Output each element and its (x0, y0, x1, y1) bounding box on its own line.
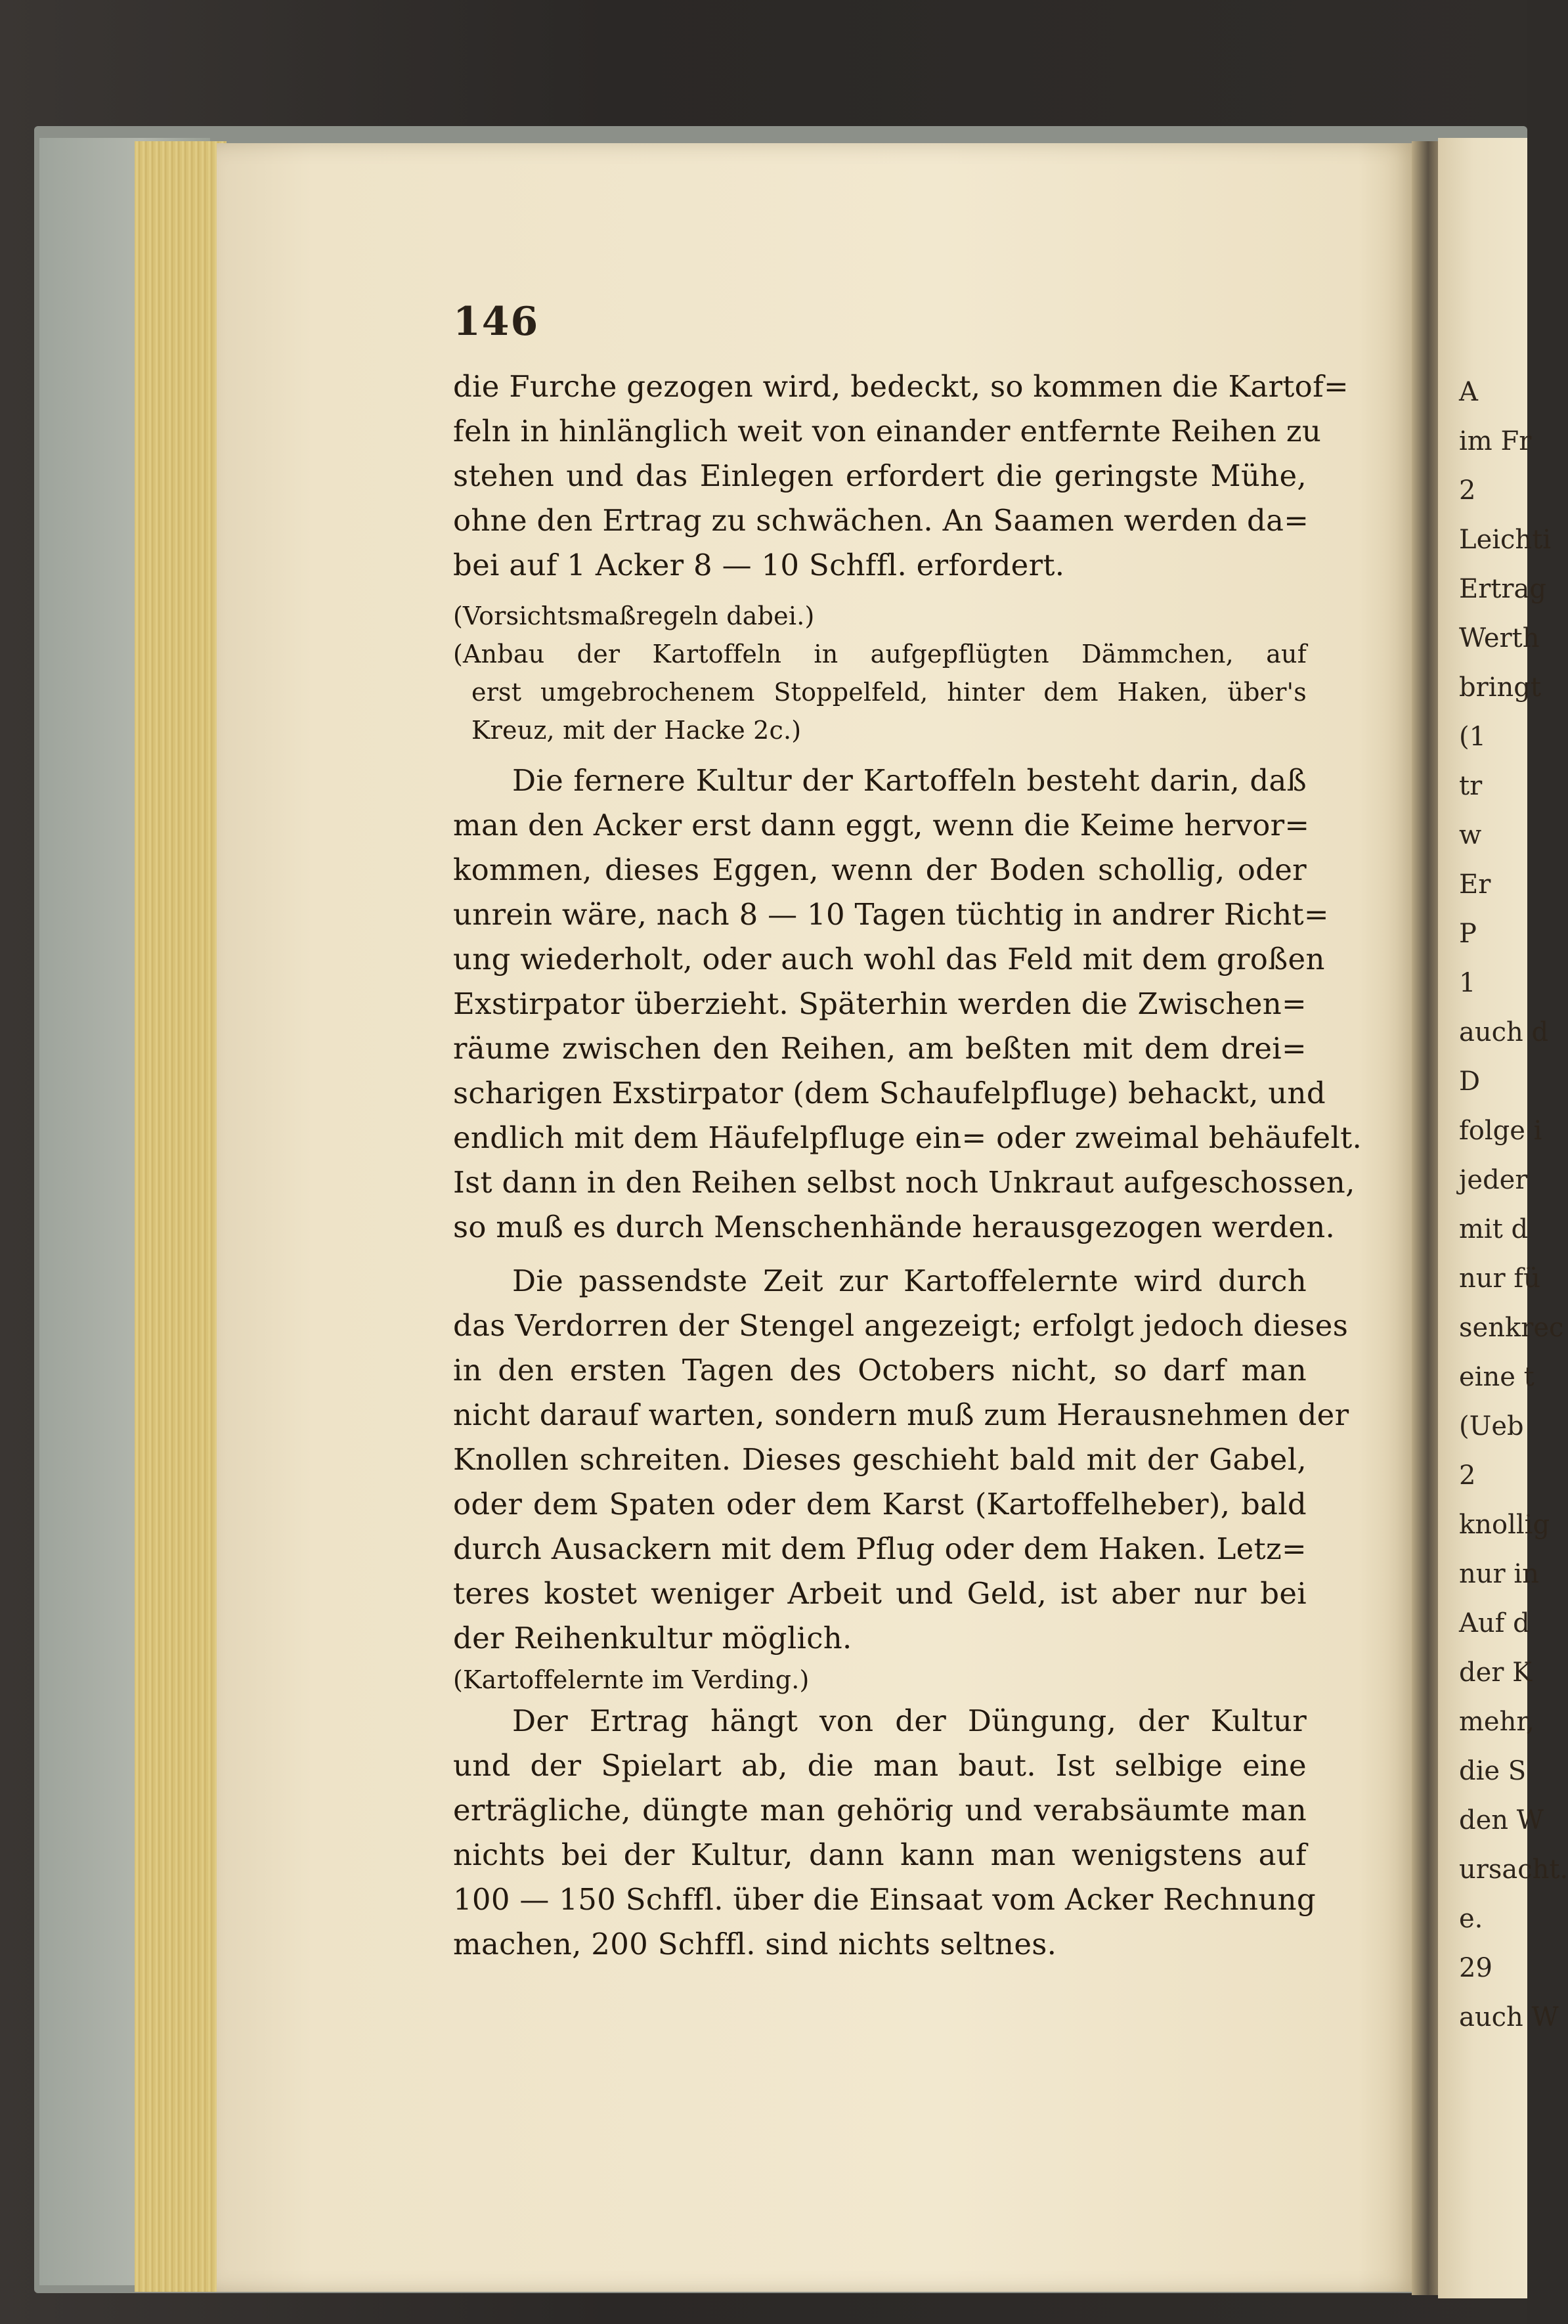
text-line: Die fernere Kultur der Kartoffeln besteht darin, daß (512, 763, 1307, 798)
adjacent-text-fragment: senkrec (1459, 1313, 1564, 1343)
text-line: und der Spielart ab, die man baut. Ist selbige eine (453, 1748, 1307, 1783)
text-line: Exstirpator überzieht. Späterhin werden die Zwischen= (453, 986, 1307, 1021)
paragraph (453, 758, 1362, 1250)
text-line: oder dem Spaten oder dem Karst (Kartoffelheber), bald (453, 1487, 1307, 1522)
adjacent-text-fragment: nur fü (1459, 1263, 1540, 1294)
adjacent-text-fragment: eine t (1459, 1362, 1535, 1392)
adjacent-text-fragment: tr (1459, 771, 1483, 801)
adjacent-text-fragment: 1 (1459, 968, 1476, 998)
adjacent-text-fragment: ursacht. (1459, 1854, 1568, 1885)
text-line: Der Ertrag hängt von der Düngung, der Kultur (512, 1703, 1307, 1738)
paragraph (453, 1259, 1349, 1661)
text-line: stehen und das Einlegen erfordert die geringste Mühe, (453, 458, 1307, 493)
paragraph (453, 1699, 1316, 1967)
text-line: scharigen Exstirpator (dem Schaufelpfluge) behackt, und (453, 1076, 1326, 1110)
text-line: endlich mit dem Häufelpfluge ein= oder zweimal behäufelt. (453, 1120, 1362, 1155)
adjacent-text-fragment: die S (1459, 1756, 1527, 1786)
adjacent-text-fragment: D (1459, 1066, 1481, 1097)
text-line: (Anbau der Kartoffeln in aufgepflügten Dämmchen, auf (453, 640, 1307, 669)
page-number: 146 (453, 299, 540, 345)
text-line: erst umgebrochenem Stoppelfeld, hinter dem Haken, über's (471, 678, 1307, 707)
adjacent-text-fragment: jeder (1459, 1165, 1528, 1195)
text-line: (Kartoffelernte im Verding.) (453, 1665, 810, 1694)
text-line: räume zwischen den Reihen, am beßten mit dem drei= (453, 1031, 1307, 1066)
adjacent-text-fragment: (Ueb (1459, 1411, 1524, 1441)
adjacent-text-fragment: auch W (1459, 2002, 1559, 2032)
adjacent-text-fragment: Werth (1459, 623, 1540, 653)
adjacent-text-fragment: P (1459, 919, 1477, 949)
paragraph-gap (453, 749, 1307, 758)
text-line: in den ersten Tagen des Octobers nicht, so darf man (453, 1353, 1307, 1388)
marginal-note (453, 635, 1307, 749)
adjacent-text-fragment: knollig (1459, 1510, 1550, 1540)
text-line: nicht darauf warten, sondern muß zum Herausnehmen der (453, 1397, 1349, 1432)
text-line: Ist dann in den Reihen selbst noch Unkraut aufgeschossen, (453, 1165, 1355, 1200)
text-line: unrein wäre, nach 8 — 10 Tagen tüchtig in andrer Richt= (453, 897, 1329, 932)
adjacent-text-fragment: e. (1459, 1904, 1483, 1934)
adjacent-text-fragment: w (1459, 820, 1482, 850)
text-line: Kreuz, mit der Hacke 2c.) (471, 716, 802, 745)
adjacent-text-fragment: Er (1459, 869, 1491, 900)
marginal-note (453, 1661, 1307, 1699)
text-line: durch Ausackern mit dem Pflug oder dem Haken. Letz= (453, 1531, 1307, 1566)
text-line: machen, 200 Schffl. sind nichts seltnes. (453, 1927, 1057, 1962)
text-line: ohne den Ertrag zu schwächen. An Saamen werden da= (453, 503, 1309, 538)
adjacent-text-fragment: auch d (1459, 1017, 1549, 1047)
text-line: teres kostet weniger Arbeit und Geld, ist aber nur bei (453, 1576, 1307, 1611)
adjacent-text-fragment: mit d (1459, 1214, 1529, 1244)
text-line: nichts bei der Kultur, dann kann man wenigstens auf (453, 1837, 1307, 1872)
adjacent-text-fragment: folge i (1459, 1116, 1542, 1146)
paragraph (453, 364, 1349, 588)
page-edges (135, 141, 227, 2292)
adjacent-text-fragment: der K (1459, 1657, 1532, 1688)
text-line: so muß es durch Menschenhände herausgezogen werden. (453, 1210, 1336, 1244)
adjacent-text-fragment: bringt (1459, 672, 1541, 703)
adjacent-text-fragment: 2 (1459, 1460, 1476, 1491)
adjacent-text-fragment: Auf d (1459, 1608, 1530, 1638)
text-line: Knollen schreiten. Dieses geschieht bald mit der Gabel, (453, 1442, 1307, 1477)
adjacent-text-fragment: 2 (1459, 475, 1476, 506)
marginal-note (453, 597, 1307, 635)
adjacent-text-fragment: 29 (1459, 1953, 1492, 1983)
adjacent-text-fragment: den W (1459, 1805, 1544, 1835)
adjacent-text-fragment: Leichti (1459, 525, 1552, 555)
adjacent-text-fragment: Ertrag (1459, 574, 1546, 604)
text-line: (Vorsichtsmaßregeln dabei.) (453, 602, 815, 630)
text-line: erträgliche, düngte man gehörig und verabsäumte man (453, 1793, 1307, 1828)
adjacent-text-fragment: (1 (1459, 722, 1487, 752)
text-line: man den Acker erst dann eggt, wenn die Keime hervor= (453, 808, 1310, 843)
text-line: feln in hinlänglich weit von einander entfernte Reihen zu (453, 414, 1322, 449)
text-line: das Verdorren der Stengel angezeigt; erfolgt jedoch dieses (453, 1308, 1349, 1343)
adjacent-page-text (1459, 368, 1568, 2042)
text-line: der Reihenkultur möglich. (453, 1621, 852, 1655)
adjacent-text-fragment: mehr, (1459, 1707, 1535, 1737)
adjacent-text-fragment: nur in (1459, 1559, 1539, 1589)
text-line: Die passendste Zeit zur Kartoffelernte wird durch (512, 1263, 1307, 1298)
text-line: 100 — 150 Schffl. über die Einsaat vom Acker Rechnung (453, 1882, 1316, 1917)
paragraph-gap (453, 588, 1307, 597)
paragraph-gap (453, 1250, 1307, 1259)
adjacent-text-fragment: im Fr (1459, 426, 1532, 456)
adjacent-text-fragment: A (1459, 377, 1478, 407)
text-line: kommen, dieses Eggen, wenn der Boden schollig, oder (453, 852, 1307, 887)
text-line: ung wiederholt, oder auch wohl das Feld mit dem großen (453, 942, 1325, 976)
text-line: die Furche gezogen wird, bedeckt, so kommen die Kartof= (453, 369, 1349, 404)
page-body (453, 364, 1362, 1967)
text-line: bei auf 1 Acker 8 — 10 Schffl. erfordert. (453, 548, 1065, 582)
